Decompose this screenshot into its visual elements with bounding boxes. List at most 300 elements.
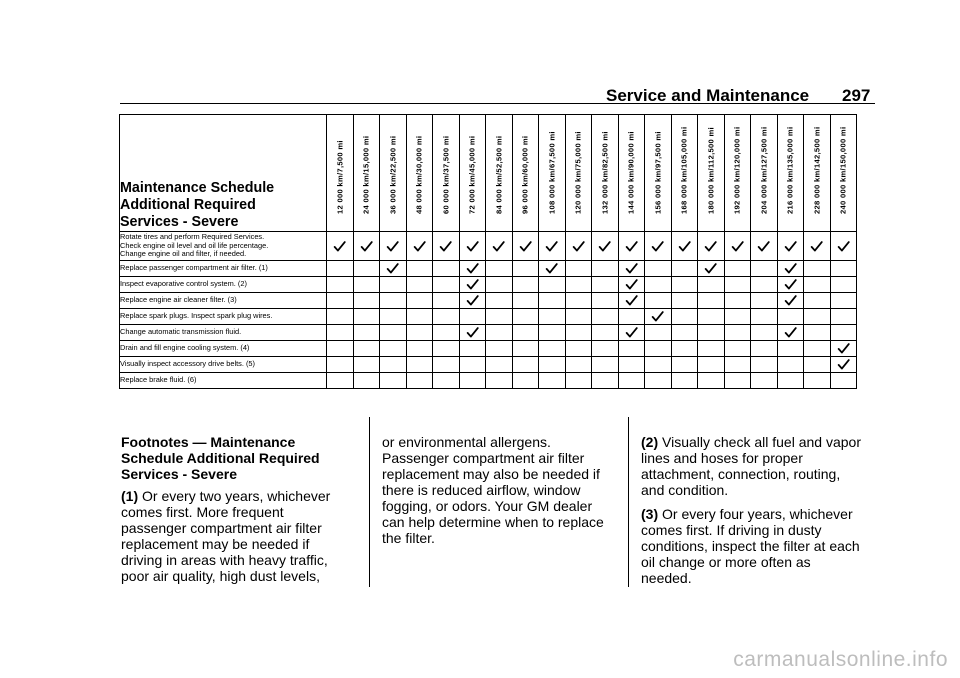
table-row <box>120 277 857 293</box>
checkmark-icon <box>784 240 797 253</box>
schedule-cell <box>724 325 751 341</box>
schedule-cell <box>777 341 804 357</box>
interval-header <box>751 115 778 232</box>
schedule-cell <box>512 357 539 373</box>
section-title: Service and Maintenance <box>606 86 810 105</box>
checkmark-icon <box>731 240 744 253</box>
checkmark-icon <box>545 240 558 253</box>
footnotes-column-3 <box>641 430 863 594</box>
schedule-cell <box>539 341 566 357</box>
schedule-cell <box>380 325 407 341</box>
schedule-cell <box>459 325 486 341</box>
schedule-cell <box>804 341 831 357</box>
task-cell: Replace spark plugs. Inspect spark plug wires. <box>120 309 327 325</box>
schedule-cell <box>592 325 619 341</box>
checkmark-icon <box>625 262 638 275</box>
schedule-cell <box>698 325 725 341</box>
maintenance-schedule-table <box>119 114 857 389</box>
task-cell: Change automatic transmission fluid. <box>120 325 327 341</box>
checkmark-icon <box>625 278 638 291</box>
interval-label: 108 000 km/67,500 mi <box>547 131 557 214</box>
schedule-cell <box>565 341 592 357</box>
checkmark-icon <box>625 326 638 339</box>
schedule-cell <box>698 277 725 293</box>
interval-label: 180 000 km/112,500 mi <box>706 127 716 214</box>
schedule-cell <box>618 261 645 277</box>
schedule-cell <box>698 357 725 373</box>
schedule-cell <box>459 309 486 325</box>
schedule-cell <box>618 277 645 293</box>
schedule-cell <box>618 309 645 325</box>
checkmark-icon <box>386 240 399 253</box>
checkmark-icon <box>810 240 823 253</box>
interval-label: 192 000 km/120,000 mi <box>732 126 742 214</box>
checkmark-icon <box>413 240 426 253</box>
interval-header <box>380 115 407 232</box>
interval-header <box>724 115 751 232</box>
schedule-cell <box>751 232 778 261</box>
schedule-cell <box>327 325 354 341</box>
schedule-cell <box>353 277 380 293</box>
schedule-cell <box>512 341 539 357</box>
schedule-cell <box>751 309 778 325</box>
checkmark-icon <box>784 278 797 291</box>
checkmark-icon <box>598 240 611 253</box>
checkmark-icon <box>757 240 770 253</box>
interval-label: 156 000 km/97,500 mi <box>653 131 663 214</box>
schedule-cell <box>433 373 460 389</box>
schedule-cell <box>406 325 433 341</box>
interval-label: 120 000 km/75,000 mi <box>573 131 583 214</box>
checkmark-icon <box>545 262 558 275</box>
schedule-cell <box>380 357 407 373</box>
schedule-cell <box>486 277 513 293</box>
schedule-cell <box>830 309 857 325</box>
schedule-cell <box>327 277 354 293</box>
interval-label: 60 000 km/37,500 mi <box>441 135 451 214</box>
schedule-cell <box>486 341 513 357</box>
schedule-cell <box>618 232 645 261</box>
interval-header <box>830 115 857 232</box>
schedule-cell <box>671 261 698 277</box>
checkmark-icon <box>651 310 664 323</box>
schedule-cell <box>618 357 645 373</box>
task-cell: Replace engine air cleaner filter. (3) <box>120 293 327 309</box>
footnote-text: Or every four years, whichever comes first. If driving in dusty conditions, inspect the filter at each oil change or more often as needed. <box>641 506 860 586</box>
schedule-cell <box>380 341 407 357</box>
interval-header <box>486 115 513 232</box>
schedule-cell <box>592 293 619 309</box>
interval-header <box>327 115 354 232</box>
schedule-cell <box>830 261 857 277</box>
checkmark-icon <box>466 278 479 291</box>
schedule-cell <box>724 277 751 293</box>
schedule-cell <box>751 341 778 357</box>
interval-header <box>698 115 725 232</box>
schedule-cell <box>804 277 831 293</box>
schedule-cell <box>406 357 433 373</box>
schedule-cell <box>327 357 354 373</box>
checkmark-icon <box>837 240 850 253</box>
schedule-cell <box>830 373 857 389</box>
schedule-cell <box>751 325 778 341</box>
schedule-cell <box>539 309 566 325</box>
schedule-cell <box>486 373 513 389</box>
schedule-cell <box>777 293 804 309</box>
interval-header <box>512 115 539 232</box>
schedule-cell <box>380 261 407 277</box>
watermark: carmanualsonline.info <box>733 648 948 671</box>
schedule-cell <box>539 373 566 389</box>
schedule-cell <box>618 373 645 389</box>
schedule-cell <box>327 373 354 389</box>
schedule-cell <box>645 277 672 293</box>
schedule-cell <box>539 293 566 309</box>
schedule-cell <box>592 341 619 357</box>
interval-label: 204 000 km/127,500 mi <box>759 126 769 214</box>
schedule-cell <box>433 357 460 373</box>
task-cell: Replace passenger compartment air filter. (1) <box>120 261 327 277</box>
schedule-cell <box>353 341 380 357</box>
interval-header <box>671 115 698 232</box>
schedule-cell <box>777 325 804 341</box>
interval-label: 240 000 km/150,000 mi <box>838 126 848 214</box>
schedule-cell <box>671 293 698 309</box>
checkmark-icon <box>466 262 479 275</box>
schedule-cell <box>459 277 486 293</box>
interval-label: 168 000 km/105,000 mi <box>679 126 689 214</box>
schedule-cell <box>486 357 513 373</box>
task-cell: Inspect evaporative control system. (2) <box>120 277 327 293</box>
schedule-cell <box>565 277 592 293</box>
checkmark-icon <box>651 240 664 253</box>
interval-header <box>565 115 592 232</box>
interval-header <box>618 115 645 232</box>
schedule-cell <box>777 373 804 389</box>
schedule-cell <box>830 357 857 373</box>
schedule-cell <box>486 293 513 309</box>
checkmark-icon <box>625 294 638 307</box>
interval-header <box>406 115 433 232</box>
schedule-cell <box>804 293 831 309</box>
schedule-cell <box>353 357 380 373</box>
schedule-title-line: Maintenance Schedule <box>120 180 275 196</box>
footnote-paragraph <box>641 434 863 498</box>
schedule-cell <box>618 293 645 309</box>
schedule-cell <box>671 232 698 261</box>
footnotes-title: Footnotes — Maintenance Schedule Additional Required Services - Severe <box>121 434 320 482</box>
checkmark-icon <box>360 240 373 253</box>
schedule-cell <box>539 232 566 261</box>
schedule-cell <box>698 232 725 261</box>
schedule-cell <box>804 232 831 261</box>
checkmark-icon <box>466 240 479 253</box>
schedule-cell <box>777 277 804 293</box>
schedule-cell <box>406 232 433 261</box>
footnote-number: (3) <box>641 506 659 522</box>
interval-header <box>777 115 804 232</box>
table-row <box>120 293 857 309</box>
schedule-cell <box>698 341 725 357</box>
table-row <box>120 357 857 373</box>
schedule-cell <box>459 261 486 277</box>
checkmark-icon <box>492 240 505 253</box>
checkmark-icon <box>837 358 850 371</box>
schedule-cell <box>671 341 698 357</box>
column-divider <box>628 417 629 587</box>
schedule-cell <box>565 309 592 325</box>
schedule-cell <box>592 309 619 325</box>
schedule-cell <box>671 277 698 293</box>
interval-label: 132 000 km/82,500 mi <box>600 131 610 214</box>
interval-label: 144 000 km/90,000 mi <box>626 131 636 214</box>
interval-header <box>353 115 380 232</box>
interval-label: 12 000 km/7,500 mi <box>335 140 345 214</box>
schedule-cell <box>698 309 725 325</box>
page-number: 297 <box>842 86 871 105</box>
checkmark-icon <box>572 240 585 253</box>
schedule-cell <box>751 373 778 389</box>
schedule-cell <box>406 373 433 389</box>
footnote-paragraph <box>641 506 863 586</box>
schedule-cell <box>830 325 857 341</box>
schedule-cell <box>539 261 566 277</box>
schedule-cell <box>618 341 645 357</box>
schedule-cell <box>592 277 619 293</box>
schedule-cell <box>698 373 725 389</box>
schedule-cell <box>592 232 619 261</box>
schedule-cell <box>698 261 725 277</box>
schedule-cell <box>724 373 751 389</box>
schedule-cell <box>433 277 460 293</box>
checkmark-icon <box>837 342 850 355</box>
schedule-cell <box>512 277 539 293</box>
schedule-cell <box>406 277 433 293</box>
schedule-cell <box>671 309 698 325</box>
task-cell: Visually inspect accessory drive belts. (5) <box>120 357 327 373</box>
schedule-cell <box>353 261 380 277</box>
schedule-cell <box>512 261 539 277</box>
schedule-cell <box>539 325 566 341</box>
schedule-cell <box>804 357 831 373</box>
schedule-cell <box>459 232 486 261</box>
table-row <box>120 341 857 357</box>
schedule-title-line: Additional Required <box>120 197 256 213</box>
schedule-cell <box>777 261 804 277</box>
schedule-cell <box>565 293 592 309</box>
schedule-cell <box>830 293 857 309</box>
schedule-cell <box>380 232 407 261</box>
schedule-cell <box>433 293 460 309</box>
schedule-cell <box>592 357 619 373</box>
schedule-cell <box>645 373 672 389</box>
schedule-cell <box>459 341 486 357</box>
interval-header <box>804 115 831 232</box>
schedule-cell <box>645 232 672 261</box>
schedule-cell <box>724 357 751 373</box>
checkmark-icon <box>333 240 346 253</box>
schedule-cell <box>380 293 407 309</box>
schedule-cell <box>327 293 354 309</box>
schedule-cell <box>380 277 407 293</box>
schedule-cell <box>645 293 672 309</box>
checkmark-icon <box>784 326 797 339</box>
schedule-title <box>120 115 327 232</box>
interval-header <box>592 115 619 232</box>
checkmark-icon <box>625 240 638 253</box>
checkmark-icon <box>386 262 399 275</box>
schedule-cell <box>512 373 539 389</box>
schedule-cell <box>459 293 486 309</box>
schedule-cell <box>751 261 778 277</box>
schedule-cell <box>353 373 380 389</box>
interval-label: 216 000 km/135,000 mi <box>785 126 795 214</box>
interval-header <box>459 115 486 232</box>
schedule-cell <box>486 325 513 341</box>
interval-header <box>645 115 672 232</box>
schedule-cell <box>830 232 857 261</box>
schedule-cell <box>565 325 592 341</box>
schedule-cell <box>645 261 672 277</box>
schedule-cell <box>645 341 672 357</box>
schedule-cell <box>406 309 433 325</box>
schedule-cell <box>724 341 751 357</box>
schedule-cell <box>486 309 513 325</box>
interval-label: 96 000 km/60,000 mi <box>520 135 530 214</box>
footnotes-column-1 <box>121 430 343 592</box>
schedule-cell <box>751 357 778 373</box>
schedule-cell <box>724 261 751 277</box>
interval-label: 72 000 km/45,000 mi <box>467 135 477 214</box>
schedule-cell <box>645 309 672 325</box>
schedule-cell <box>804 261 831 277</box>
footnote-paragraph <box>121 488 343 584</box>
table-header-row <box>120 115 857 232</box>
interval-header <box>539 115 566 232</box>
schedule-cell <box>565 373 592 389</box>
table-row <box>120 232 857 261</box>
interval-header <box>433 115 460 232</box>
schedule-cell <box>777 232 804 261</box>
schedule-cell <box>671 325 698 341</box>
checkmark-icon <box>466 326 479 339</box>
schedule-cell <box>486 261 513 277</box>
schedule-cell <box>353 293 380 309</box>
schedule-cell <box>804 373 831 389</box>
schedule-cell <box>459 357 486 373</box>
schedule-cell <box>565 232 592 261</box>
header-rule <box>120 103 875 104</box>
schedule-cell <box>539 277 566 293</box>
checkmark-icon <box>704 262 717 275</box>
schedule-cell <box>353 309 380 325</box>
footnote-number: (2) <box>641 434 659 450</box>
schedule-cell <box>433 232 460 261</box>
schedule-cell <box>751 277 778 293</box>
schedule-cell <box>724 232 751 261</box>
footnote-number: (1) <box>121 488 139 504</box>
schedule-cell <box>592 373 619 389</box>
table-row <box>120 373 857 389</box>
checkmark-icon <box>784 262 797 275</box>
schedule-cell <box>512 293 539 309</box>
schedule-cell <box>804 309 831 325</box>
checkmark-icon <box>439 240 452 253</box>
schedule-cell <box>433 309 460 325</box>
schedule-cell <box>512 232 539 261</box>
schedule-cell <box>565 261 592 277</box>
checkmark-icon <box>519 240 532 253</box>
schedule-cell <box>698 293 725 309</box>
schedule-title-line: Services - Severe <box>120 214 239 230</box>
schedule-cell <box>565 357 592 373</box>
interval-label: 84 000 km/52,500 mi <box>494 135 504 214</box>
schedule-cell <box>539 357 566 373</box>
schedule-cell <box>830 341 857 357</box>
schedule-cell <box>406 341 433 357</box>
checkmark-icon <box>784 294 797 307</box>
interval-label: 24 000 km/15,000 mi <box>361 135 371 214</box>
footnote-text: Visually check all fuel and vapor lines and hoses for proper attachment, connection, routing, and condition. <box>641 434 861 498</box>
schedule-cell <box>380 373 407 389</box>
table-row <box>120 261 857 277</box>
schedule-cell <box>459 373 486 389</box>
schedule-cell <box>433 261 460 277</box>
schedule-cell <box>433 341 460 357</box>
schedule-cell <box>592 261 619 277</box>
schedule-cell <box>671 373 698 389</box>
task-cell: Drain and fill engine cooling system. (4) <box>120 341 327 357</box>
schedule-cell <box>777 309 804 325</box>
interval-label: 36 000 km/22,500 mi <box>388 135 398 214</box>
checkmark-icon <box>704 240 717 253</box>
schedule-cell <box>353 232 380 261</box>
checkmark-icon <box>678 240 691 253</box>
schedule-cell <box>751 293 778 309</box>
schedule-cell <box>327 232 354 261</box>
schedule-cell <box>327 261 354 277</box>
task-cell: Rotate tires and perform Required Services. Check engine oil level and oil life percentage. Change engine oil and filter, if needed. <box>120 232 327 261</box>
table-row <box>120 325 857 341</box>
schedule-cell <box>327 309 354 325</box>
schedule-cell <box>406 293 433 309</box>
schedule-cell <box>724 309 751 325</box>
checkmark-icon <box>466 294 479 307</box>
schedule-cell <box>353 325 380 341</box>
schedule-cell <box>671 357 698 373</box>
table-row <box>120 309 857 325</box>
interval-label: 228 000 km/142,500 mi <box>812 126 822 214</box>
table-body <box>120 232 857 389</box>
schedule-cell <box>512 325 539 341</box>
schedule-cell <box>512 309 539 325</box>
footnotes-column-2 <box>382 430 604 554</box>
column-divider <box>369 417 370 587</box>
schedule-cell <box>380 309 407 325</box>
schedule-cell <box>645 357 672 373</box>
schedule-cell <box>724 293 751 309</box>
schedule-cell <box>830 277 857 293</box>
schedule-cell <box>406 261 433 277</box>
footnote-paragraph <box>382 434 604 546</box>
schedule-cell <box>645 325 672 341</box>
schedule-cell <box>433 325 460 341</box>
schedule-cell <box>777 357 804 373</box>
schedule-cell <box>486 232 513 261</box>
task-cell: Replace brake fluid. (6) <box>120 373 327 389</box>
footnote-text: Or every two years, whichever comes first. More frequent passenger compartment air filter replacement may be needed if driving in areas with heavy traffic, poor air quality, high dust levels, <box>121 488 331 584</box>
interval-label: 48 000 km/30,000 mi <box>414 135 424 214</box>
